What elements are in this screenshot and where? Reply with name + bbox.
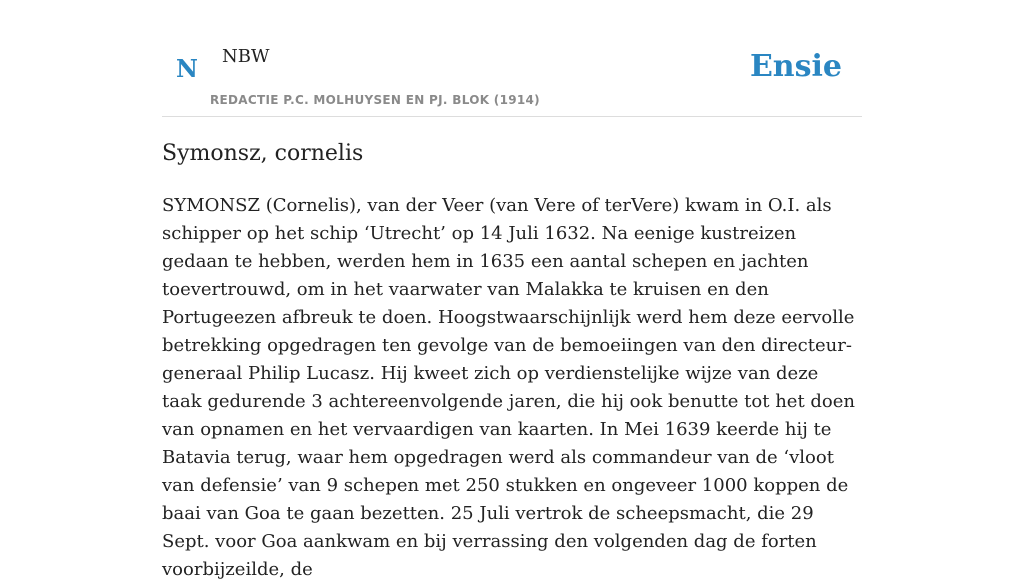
source-subtitle: REDACTIE P.C. MOLHUYSEN EN PJ. BLOK (1914)	[210, 93, 540, 107]
source-name[interactable]: NBW	[222, 46, 270, 67]
source-logo-icon[interactable]: N	[176, 54, 198, 83]
article-title: Symonsz, cornelis	[162, 141, 364, 166]
article-body: SYMONSZ (Cornelis), van der Veer (van Vere of terVere) kwam in O.I. als schipper op het schip ‘Utrecht’ op 14 Juli 1632. Na eenige kustreizen gedaan te hebben, werden hem in 1635 een aantal schepen en jachten toevertrouwd, om in het vaarwater van Malakka te kruisen en den Portugeezen afbreuk te doen. Hoogstwaarschijnlijk werd hem deze eervolle betrekking opgedragen ten gevolge van de bemoeiingen van den directeur-generaal Philip Lucasz. Hij kweet zich op verdienstelijke wijze van deze taak gedurende 3 achtereenvolgende jaren, die hij ook benutte tot het doen van opnamen en het vervaardigen van kaarten. In Mei 1639 keerde hij te Batavia terug, waar hem opgedragen werd als commandeur van de ‘vloot van defensie’ van 9 schepen met 250 stukken en ongeveer 1000 koppen de baai van Goa te gaan bezetten. 25 Juli vertrok de scheepsmacht, die 29 Sept. voor Goa aankwam en bij verrassing den volgenden dag de forten voorbijzeilde, de	[162, 195, 855, 580]
brand-logo[interactable]: Ensie	[749, 49, 842, 84]
header	[162, 40, 862, 117]
